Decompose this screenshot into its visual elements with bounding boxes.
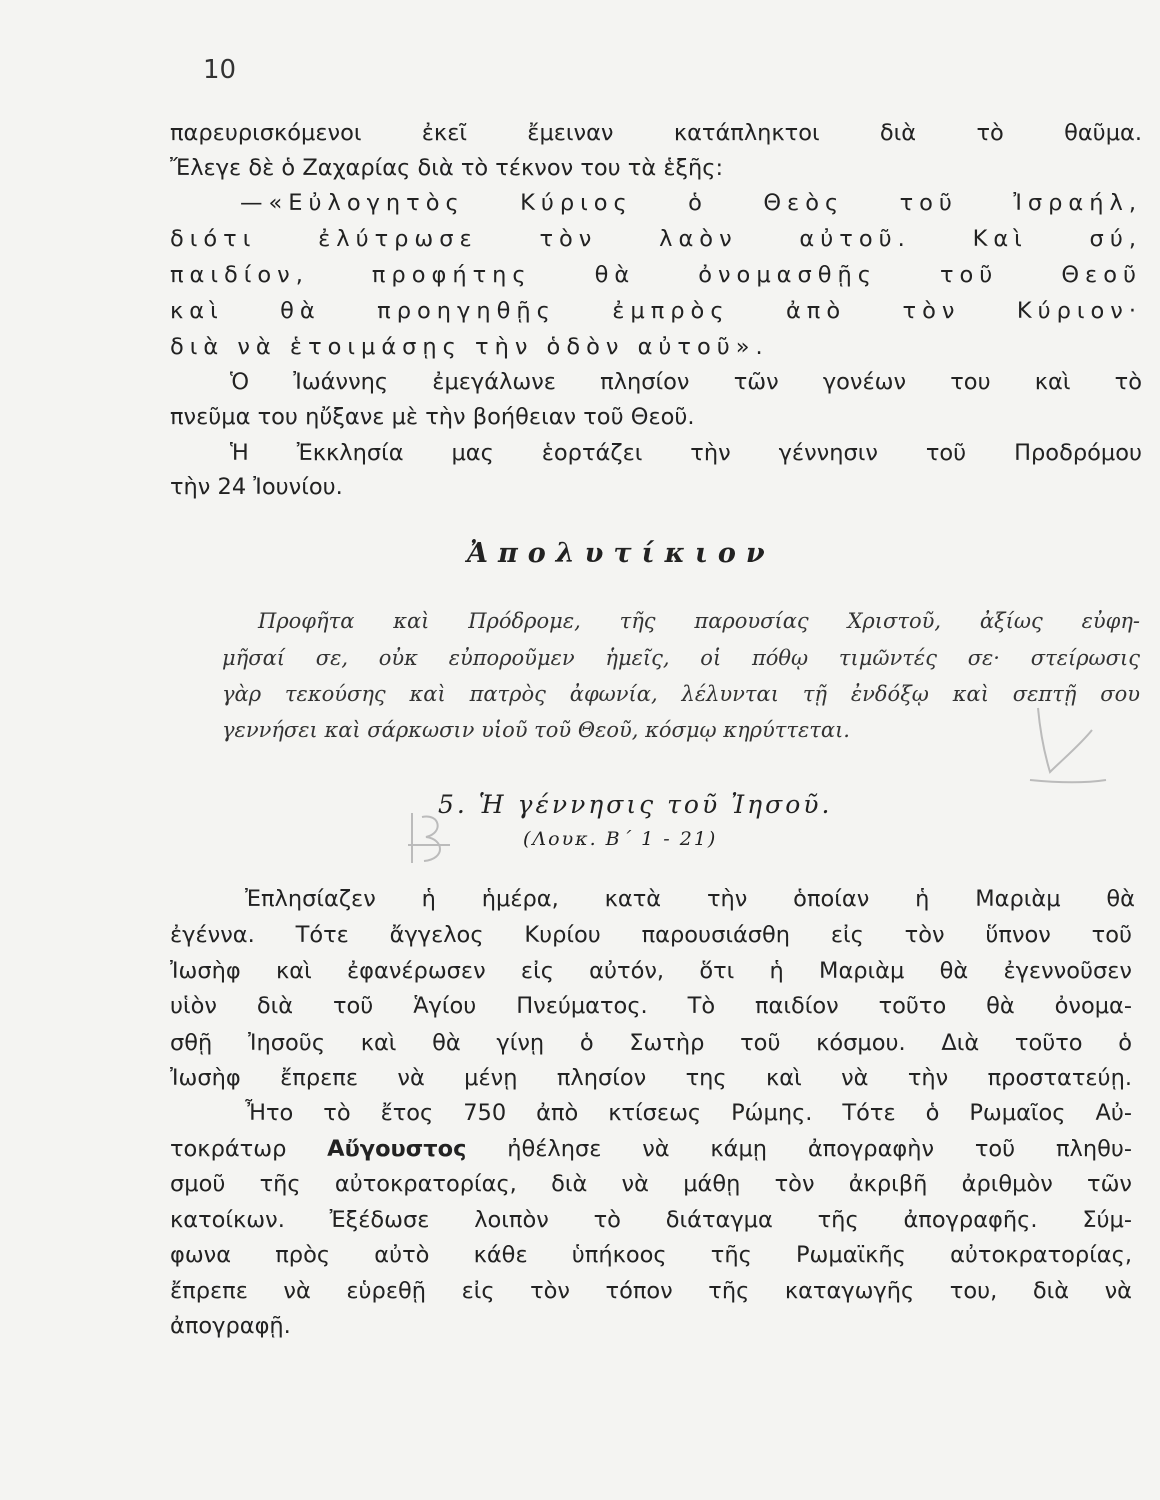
text-fragment: τοκράτωρ [170, 1136, 287, 1162]
text-line: σθῇ Ἰησοῦς καὶ θὰ γίνῃ ὁ Σωτὴρ τοῦ κόσμου. Διὰ τοῦτο ὁ [170, 1030, 1132, 1056]
text-line: Ἐπλησίαζεν ἡ ἡμέρα, κατὰ τὴν ὁποίαν ἡ Μαριὰμ θὰ [245, 886, 1135, 912]
text-line: κατοίκων. Ἐξέδωσε λοιπὸν τὸ διάταγμα τῆς ἀπογραφῆς. Σύμ- [170, 1207, 1132, 1233]
text-line: ἔπρεπε νὰ εὑρεθῇ εἰς τὸν τόπον τῆς καταγωγῆς του, διὰ νὰ [170, 1278, 1132, 1304]
section-title: 5. Ἡ γέννησις τοῦ Ἰησοῦ. [438, 790, 833, 819]
text-line: πνεῦμα του ηὔξανε μὲ τὴν βοήθειαν τοῦ Θεοῦ. [170, 404, 695, 430]
page-number: 10 [203, 55, 237, 85]
text-line: φωνα πρὸς αὐτὸ κάθε ὑπήκοος τῆς Ρωμαϊκῆς αὐτοκρατορίας, [170, 1242, 1132, 1268]
text-line: Ὁ Ἰωάννης ἐμεγάλωνε πλησίον τῶν γονέων του καὶ τὸ [230, 369, 1142, 395]
quote-line: καὶ θὰ προηγηθῇς ἐμπρὸς ἀπὸ τὸν Κύριον· [170, 298, 1142, 324]
hymn-line: γὰρ τεκούσης καὶ πατρὸς ἀφωνία, λέλυνται τῇ ἐνδόξῳ καὶ σεπτῇ σου [222, 682, 1140, 706]
text-line [170, 1132, 1132, 1166]
hymn-line: μῆσαί σε, οὐκ εὐποροῦμεν ἡμεῖς, οἱ πόθῳ τιμῶντές σε· στείρωσις [222, 646, 1140, 670]
text-line: παρευρισκόμενοι ἐκεῖ ἔμειναν κατάπληκτοι διὰ τὸ θαῦμα. [170, 120, 1142, 146]
emperor-name: Αὔγουστος [327, 1136, 467, 1162]
quote-line: διὰ νὰ ἑτοιμάσῃς τὴν ὁδὸν αὐτοῦ». [170, 334, 769, 360]
text-line: Ἡ Ἐκκλησία μας ἑορτάζει τὴν γέννησιν τοῦ Προδρόμου [230, 440, 1142, 466]
quote-line: —«Εὐλογητὸς Κύριος ὁ Θεὸς τοῦ Ἰσραήλ, [240, 190, 1142, 216]
text-line: Ἔλεγε δὲ ὁ Ζαχαρίας διὰ τὸ τέκνον του τὰ ἑξῆς: [170, 155, 724, 181]
text-line: Ἰωσὴφ ἔπρεπε νὰ μένῃ πλησίον της καὶ νὰ τὴν προστατεύῃ. [170, 1065, 1132, 1091]
text-line: υἱὸν διὰ τοῦ Ἁγίου Πνεύματος. Τὸ παιδίον τοῦτο θὰ ὀνομα- [170, 993, 1132, 1019]
text-line: σμοῦ τῆς αὐτοκρατορίας, διὰ νὰ μάθῃ τὸν ἀκριβῆ ἀριθμὸν τῶν [170, 1171, 1132, 1197]
pencil-mark [1010, 690, 1120, 800]
text-fragment: ἠθέλησε νὰ κάμῃ ἀπογραφὴν τοῦ πληθυ- [507, 1136, 1133, 1162]
section-reference: (Λουκ. Β΄ 1 - 21) [523, 828, 718, 850]
text-line: Ἰωσὴφ καὶ ἐφανέρωσεν εἰς αὐτόν, ὅτι ἡ Μαριὰμ θὰ ἐγεννοῦσεν [170, 958, 1132, 984]
quote-line: παιδίον, προφήτης θὰ ὀνομασθῇς τοῦ Θεοῦ [170, 262, 1142, 288]
text-line: Ἦτο τὸ ἔτος 750 ἀπὸ κτίσεως Ρώμης. Τότε ὁ Ρωμαῖος Αὐ- [245, 1100, 1132, 1126]
text-line: τὴν 24 Ἰουνίου. [170, 474, 343, 500]
hymn-line: γεννήσει καὶ σάρκωσιν υἱοῦ τοῦ Θεοῦ, κόσμῳ κηρύττεται. [222, 718, 850, 742]
apolytikion-heading: Ἀπολυτίκιον [467, 538, 775, 569]
hymn-line: Προφῆτα καὶ Πρόδρομε, τῆς παρουσίας Χριστοῦ, ἀξίως εὐφη- [258, 609, 1140, 633]
text-line: ἐγέννα. Τότε ἄγγελος Κυρίου παρουσιάσθη εἰς τὸν ὕπνον τοῦ [170, 922, 1132, 948]
text-line: ἀπογραφῇ. [170, 1313, 291, 1339]
quote-line: διότι ἐλύτρωσε τὸν λαὸν αὐτοῦ. Καὶ σύ, [170, 226, 1142, 252]
